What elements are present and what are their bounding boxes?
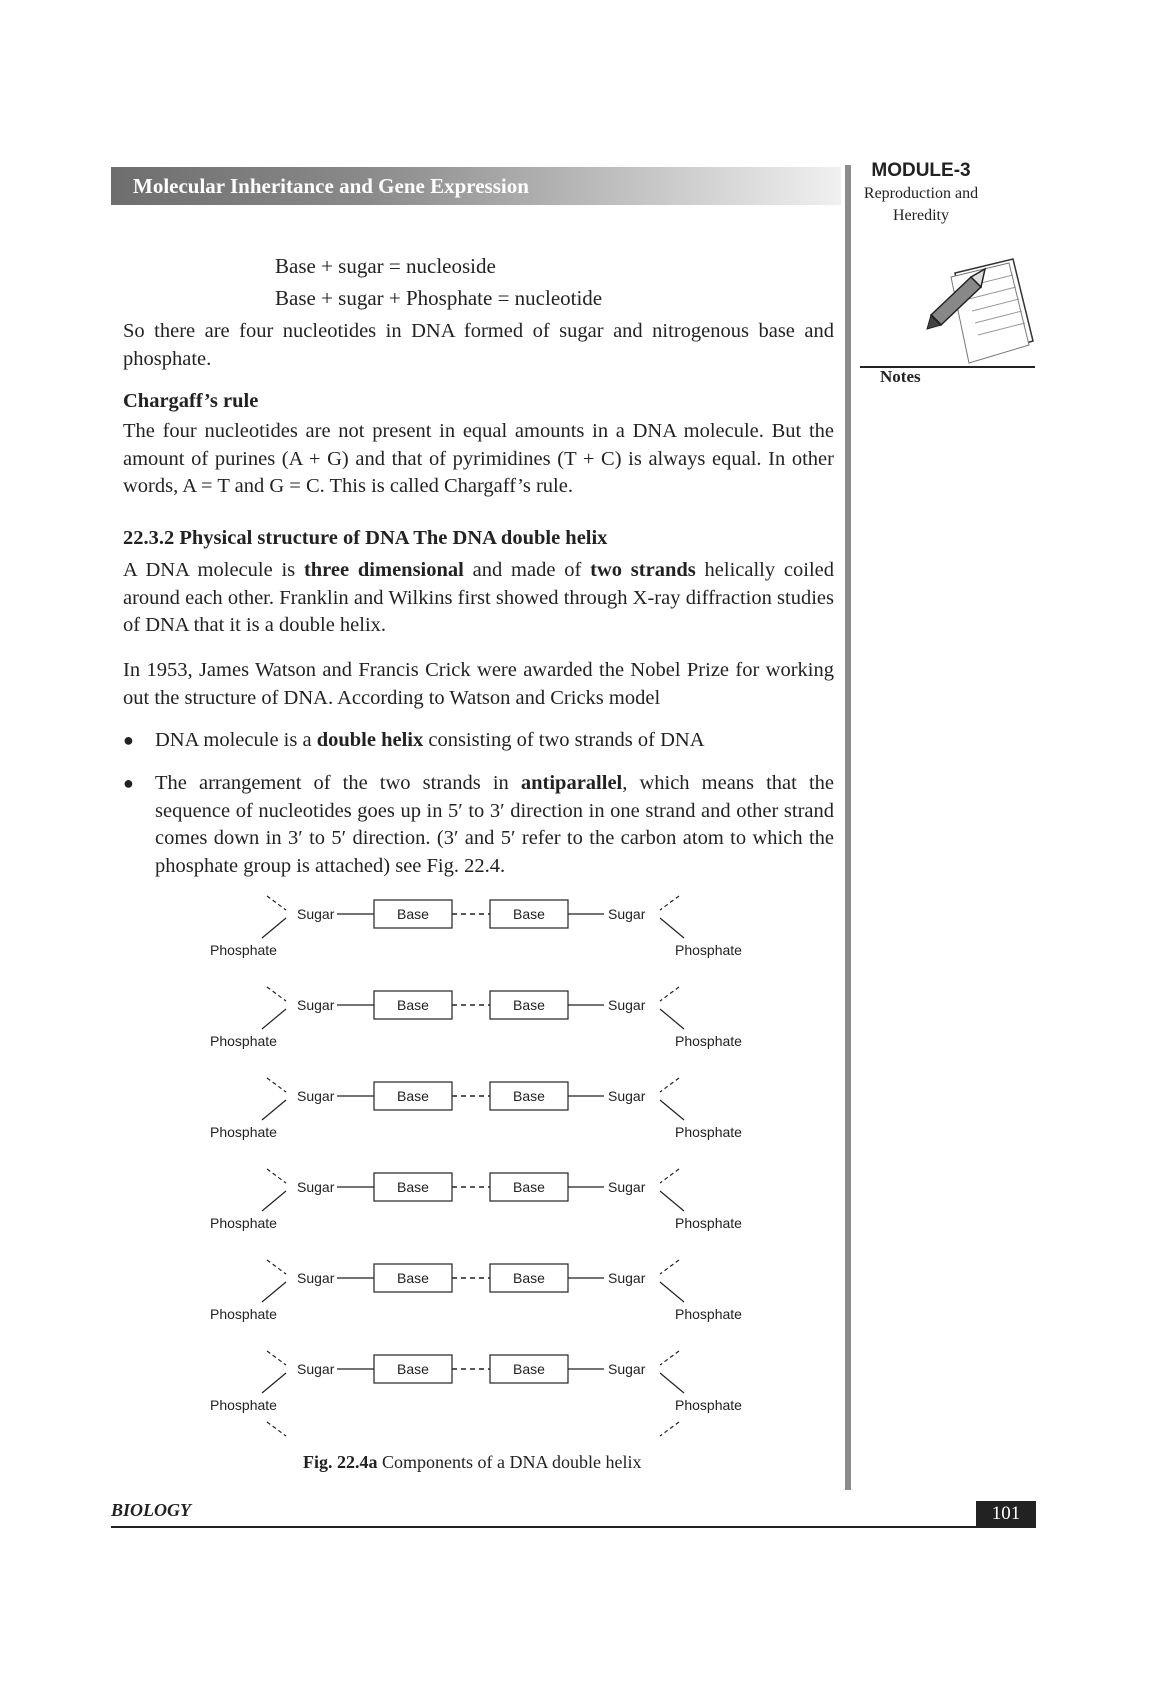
base-label: Base <box>397 1179 429 1195</box>
backbone-bond <box>660 1100 684 1120</box>
backbone-bond <box>262 1100 286 1120</box>
footer-subject: BIOLOGY <box>111 1500 191 1520</box>
backbone-bond-dashed <box>267 1422 286 1436</box>
phosphate-label: Phosphate <box>675 1124 742 1140</box>
sugar-label: Sugar <box>608 906 646 922</box>
backbone-bond-dashed <box>267 1169 286 1183</box>
sugar-label: Sugar <box>608 1179 646 1195</box>
bullet-marker: ● <box>123 773 134 793</box>
sugar-label: Sugar <box>608 1361 646 1377</box>
base-label: Base <box>397 1361 429 1377</box>
phosphate-label: Phosphate <box>675 1306 742 1322</box>
base-label: Base <box>397 997 429 1013</box>
base-label: Base <box>513 1361 545 1377</box>
backbone-bond <box>262 1282 286 1302</box>
base-label: Base <box>397 1088 429 1104</box>
sugar-label: Sugar <box>297 997 335 1013</box>
sugar-label: Sugar <box>297 1270 335 1286</box>
backbone-bond-dashed <box>267 1078 286 1092</box>
chapter-title: Molecular Inheritance and Gene Expression <box>133 174 529 198</box>
backbone-bond <box>660 1282 684 1302</box>
backbone-bond-dashed <box>660 987 679 1001</box>
phosphate-label: Phosphate <box>675 1215 742 1231</box>
phosphate-label: Phosphate <box>210 1124 277 1140</box>
pencil-notepad-icon <box>925 255 1035 370</box>
module-title: MODULE-3 <box>871 160 971 181</box>
phosphate-label: Phosphate <box>210 1033 277 1049</box>
bullet-antiparallel: The arrangement of the two strands in antiparallel, which means that the sequence of nucleotides goes up in 5′ to 3′ direction in one strand and other strand comes down in 3′ to 5′ direction. (3′ and 5′ refer to the carbon atom to which the phosphate group is attached) see Fig. 22.4. <box>155 772 834 877</box>
heading-section-22-3-2: 22.3.2 Physical structure of DNA The DNA double helix <box>123 527 608 549</box>
backbone-bond <box>262 918 286 938</box>
backbone-bond-dashed <box>660 1260 679 1274</box>
chapter-header-bar <box>111 167 841 205</box>
sugar-label: Sugar <box>297 1179 335 1195</box>
sugar-label: Sugar <box>608 1088 646 1104</box>
backbone-bond <box>660 918 684 938</box>
base-label: Base <box>397 1270 429 1286</box>
phosphate-label: Phosphate <box>210 1306 277 1322</box>
phosphate-label: Phosphate <box>675 1033 742 1049</box>
module-info <box>856 160 986 226</box>
base-label: Base <box>513 1179 545 1195</box>
paragraph-chargaff: The four nucleotides are not present in equal amounts in a DNA molecule. But the amount of purines (A + G) and that of pyrimidines (T + C) is always equal. In other words, A = T and G = C. This is called Chargaff’s rule. <box>123 420 834 497</box>
phosphate-label: Phosphate <box>210 942 277 958</box>
backbone-bond-dashed <box>267 1351 286 1365</box>
bullet-double-helix: DNA molecule is a double helix consisting of two strands of DNA <box>155 729 705 751</box>
sugar-label: Sugar <box>297 1361 335 1377</box>
backbone-bond <box>660 1373 684 1393</box>
equation-nucleotide: Base + sugar + Phosphate = nucleotide <box>275 286 603 310</box>
paragraph-dna-molecule: A DNA molecule is three dimensional and made of two strands helically coiled around each other. Franklin and Wilkins first showed through X-ray diffraction studies of DNA that it is a double helix. <box>123 559 835 636</box>
base-label: Base <box>513 906 545 922</box>
base-label: Base <box>513 1270 545 1286</box>
sugar-label: Sugar <box>297 906 335 922</box>
phosphate-label: Phosphate <box>210 1397 277 1413</box>
backbone-bond-dashed <box>267 987 286 1001</box>
sugar-label: Sugar <box>297 1088 335 1104</box>
phosphate-label: Phosphate <box>675 1397 742 1413</box>
phosphate-label: Phosphate <box>210 1215 277 1231</box>
figure-caption: Fig. 22.4a Components of a DNA double helix <box>303 1452 642 1472</box>
notes-label: Notes <box>880 367 921 386</box>
bullet-marker: ● <box>123 730 134 750</box>
backbone-bond-dashed <box>660 1078 679 1092</box>
backbone-bond-dashed <box>660 896 679 910</box>
backbone-bond-dashed <box>267 896 286 910</box>
backbone-bond <box>262 1373 286 1393</box>
page-number: 101 <box>976 1501 1036 1527</box>
backbone-bond <box>262 1009 286 1029</box>
phosphate-label: Phosphate <box>675 942 742 958</box>
backbone-bond-dashed <box>660 1422 679 1436</box>
backbone-bond <box>262 1191 286 1211</box>
sugar-label: Sugar <box>608 997 646 1013</box>
backbone-bond-dashed <box>660 1169 679 1183</box>
paragraph-four-nucleotides: So there are four nucleotides in DNA formed of sugar and nitrogenous base and phosphate. <box>123 320 834 370</box>
backbone-bond <box>660 1191 684 1211</box>
dna-components-diagram <box>190 890 790 1450</box>
footer-rule <box>111 1526 1036 1528</box>
base-label: Base <box>513 1088 545 1104</box>
backbone-bond-dashed <box>267 1260 286 1274</box>
base-label: Base <box>397 906 429 922</box>
module-subtitle-line1: Reproduction and <box>863 185 979 202</box>
backbone-bond <box>660 1009 684 1029</box>
margin-divider <box>845 165 851 1490</box>
base-label: Base <box>513 997 545 1013</box>
sugar-label: Sugar <box>608 1270 646 1286</box>
backbone-bond-dashed <box>660 1351 679 1365</box>
module-subtitle-line2: Heredity <box>893 207 949 224</box>
equation-nucleoside: Base + sugar = nucleoside <box>275 254 496 278</box>
heading-chargaff: Chargaff’s rule <box>123 390 259 412</box>
paragraph-watson-crick: In 1953, James Watson and Francis Crick were awarded the Nobel Prize for working out the structure of DNA. According to Watson and Cricks model <box>123 659 834 709</box>
